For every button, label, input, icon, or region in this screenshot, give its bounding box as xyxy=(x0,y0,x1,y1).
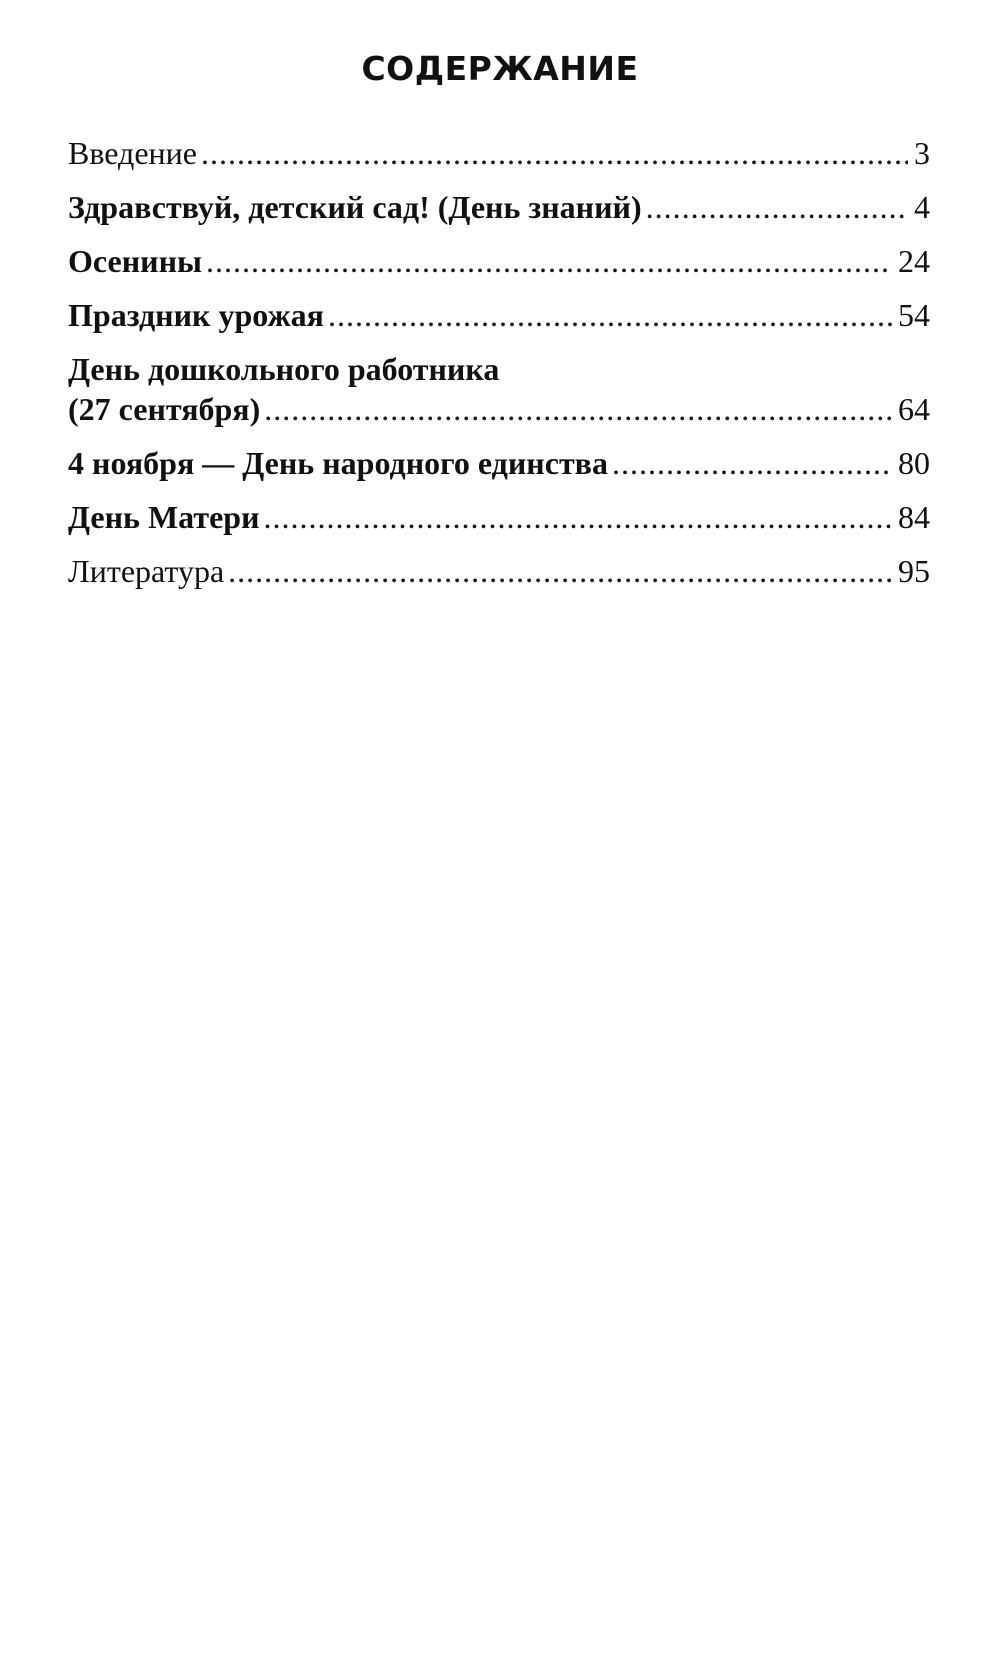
table-of-contents xyxy=(68,133,930,605)
toc-entry-title: Здравствуй, детский сад! (День знаний) xyxy=(68,189,642,225)
toc-entry-page: 84 xyxy=(898,499,930,535)
toc-entry-page: 80 xyxy=(898,445,930,481)
toc-entry xyxy=(68,295,930,335)
toc-entry-title: 4 ноября — День народного единства xyxy=(68,445,608,481)
dot-leader xyxy=(264,497,893,537)
toc-entry-title-line2: (27 сентября) xyxy=(68,391,261,427)
toc-entry-page: 4 xyxy=(914,189,930,225)
toc-entry xyxy=(68,133,930,173)
dot-leader xyxy=(646,187,908,227)
toc-entry-page: 24 xyxy=(898,243,930,279)
toc-entry xyxy=(68,443,930,483)
toc-heading: СОДЕРЖАНИЕ xyxy=(361,49,639,88)
toc-entry-title: Введение xyxy=(68,135,197,171)
toc-entry-title: День Матери xyxy=(68,499,260,535)
dot-leader xyxy=(201,133,908,173)
toc-entry-title: Праздник урожая xyxy=(68,297,324,333)
toc-entry xyxy=(68,241,930,281)
toc-entry-title: Литература xyxy=(68,553,225,589)
toc-entry-title: День дошкольного работника xyxy=(68,351,500,387)
dot-leader xyxy=(328,295,892,335)
toc-entry xyxy=(68,551,930,591)
toc-entry-title: Осенины xyxy=(68,243,202,279)
toc-entry xyxy=(68,187,930,227)
toc-entry xyxy=(68,497,930,537)
toc-entry xyxy=(68,349,930,429)
dot-leader xyxy=(264,389,892,429)
dot-leader xyxy=(612,443,892,483)
toc-entry-page: 64 xyxy=(898,391,930,427)
toc-entry-page: 54 xyxy=(898,297,930,333)
toc-entry-page: 3 xyxy=(914,135,930,171)
toc-entry-page: 95 xyxy=(898,553,930,589)
dot-leader xyxy=(228,551,892,591)
toc-entry-continuation xyxy=(68,389,930,429)
dot-leader xyxy=(206,241,892,281)
